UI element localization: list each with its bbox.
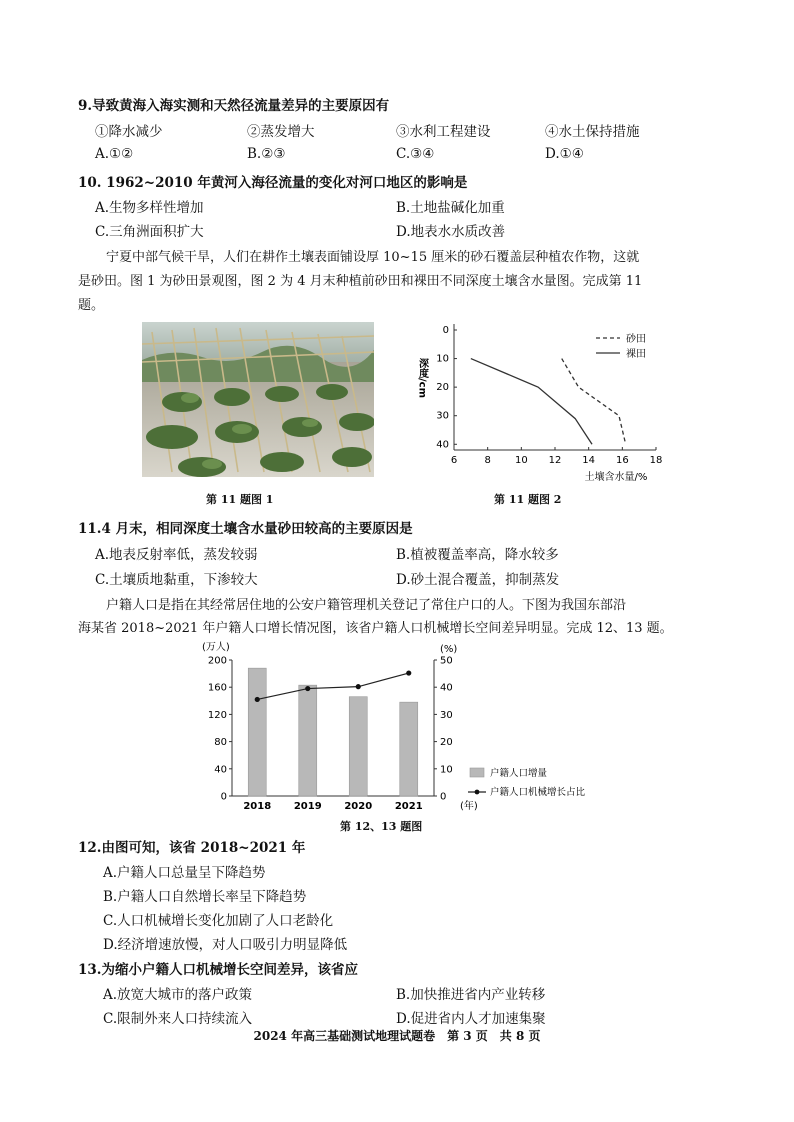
moisture-x-tick-label: 10 (514, 455, 528, 466)
pop-bar (349, 697, 367, 796)
pop-right-tick-label: 20 (440, 737, 453, 749)
q13-stem: 13.为缩小户籍人口机械增长空间差异，该省应 (78, 962, 358, 978)
fig12-caption: 第 12、13 题图 (340, 820, 423, 833)
q9-item-4: ④水土保持措施 (545, 124, 640, 140)
pop-right-tick-label: 40 (440, 682, 453, 694)
soil-moisture-chart (410, 318, 670, 486)
moisture-x-tick-label: 14 (582, 455, 596, 466)
q13-option-d: D.促进省内人才加速集聚 (396, 1011, 546, 1027)
pop-x-tick-label: 2018 (243, 801, 272, 812)
pop-x-tick-label: 2021 (394, 801, 423, 812)
fig11-caption1: 第 11 题图 1 (206, 493, 274, 506)
moisture-legend-label: 砂田 (626, 334, 646, 345)
intro12-line1: 户籍人口是指在其经常居住地的公安户籍管理机关登记了常住户口的人。下图为我国东部沿 (106, 598, 627, 613)
q12-option-d: D.经济增速放慢，对人口吸引力明显降低 (103, 937, 348, 953)
sand-field-illustration (142, 322, 374, 477)
q10-stem: 10. 1962~2010 年黄河入海径流量的变化对河口地区的影响是 (78, 175, 468, 191)
moisture-y-label: 深度/cm (416, 358, 428, 398)
moisture-x-tick-label: 12 (548, 455, 562, 466)
pop-line-point (356, 684, 361, 689)
moisture-x-tick-label: 8 (484, 455, 491, 466)
sand-field-photo (142, 322, 374, 477)
pop-x-tick-label: 2019 (293, 801, 322, 812)
moisture-x-tick-label: 16 (615, 455, 629, 466)
moisture-y-tick-label: 10 (436, 353, 449, 365)
pop-x-tick-label: 2020 (344, 801, 373, 812)
pop-line-point (406, 670, 411, 675)
q9-item-2: ②蒸发增大 (247, 124, 315, 140)
pop-right-unit: (%) (440, 644, 458, 655)
moisture-y-tick-label: 20 (436, 382, 449, 394)
pop-line-point (255, 697, 260, 702)
pop-left-tick-label: 80 (214, 737, 227, 749)
q11-stem: 11.4 月末，相同深度土壤含水量砂田较高的主要原因是 (78, 521, 413, 537)
q9-option-c: C.③④ (396, 146, 435, 162)
q11-option-b: B.植被覆盖率高，降水较多 (396, 547, 559, 563)
pop-left-tick-label: 120 (207, 709, 227, 721)
pop-left-tick-label: 160 (207, 682, 227, 694)
moisture-y-tick-label: 30 (436, 410, 449, 422)
pop-line-series (257, 673, 409, 699)
pop-right-tick-label: 50 (440, 655, 453, 667)
intro11-line1: 宁夏中部气候干旱，人们在耕作土壤表面铺设厚 10~15 厘米的砂石覆盖层种植农作物，这就 (106, 250, 640, 265)
pop-left-unit: (万人) (202, 642, 230, 653)
page-footer: 2024 年高三基础测试地理试题卷 第 3 页 共 8 页 (253, 1029, 541, 1043)
fig11-caption2: 第 11 题图 2 (494, 493, 562, 506)
intro11-line3: 题。 (78, 298, 105, 313)
moisture-series-bare-field (471, 359, 592, 445)
pop-bar (299, 685, 317, 796)
q9-option-b: B.②③ (247, 146, 286, 162)
pop-legend-bar-swatch (470, 768, 484, 777)
q9-item-1: ①降水减少 (95, 124, 163, 140)
q9-stem: 9.导致黄海入海实测和天然径流量差异的主要原因有 (78, 98, 390, 114)
q10-option-c: C.三角洲面积扩大 (95, 224, 204, 240)
moisture-x-tick-label: 6 (450, 455, 458, 466)
q11-option-c: C.土壤质地黏重，下渗较大 (95, 572, 258, 588)
moisture-x-tick-label: 18 (649, 455, 663, 466)
q9-option-a: A.①② (95, 146, 134, 162)
intro11-line2: 是砂田。图 1 为砂田景观图，图 2 为 4 月末种植前砂田和裸田不同深度土壤含水量图。完成第 11 (78, 274, 643, 289)
intro12-line2: 海某省 2018~2021 年户籍人口增长情况图，该省户籍人口机械增长空间差异明显。完成 12、13 题。 (78, 621, 673, 636)
q12-option-c: C.人口机械增长变化加剧了人口老龄化 (103, 913, 334, 929)
pop-legend-bar-label: 户籍人口增量 (490, 768, 548, 779)
moisture-legend-label: 裸田 (626, 349, 646, 360)
q12-option-b: B.户籍人口自然增长率呈下降趋势 (103, 889, 307, 905)
q9-option-d: D.①④ (545, 146, 584, 162)
pop-left-tick-label: 200 (207, 655, 227, 667)
q10-option-a: A.生物多样性增加 (95, 200, 204, 216)
population-chart (194, 638, 614, 814)
pop-left-tick-label: 40 (214, 764, 227, 776)
pop-left-tick-label: 0 (220, 791, 227, 803)
moisture-series-sand-field (562, 359, 626, 445)
moisture-x-label: 土壤含水量/% (584, 472, 648, 483)
q9-item-3: ③水利工程建设 (396, 124, 491, 140)
q12-stem: 12.由图可知，该省 2018~2021 年 (78, 840, 306, 856)
moisture-y-tick-label: 40 (436, 439, 449, 451)
q10-option-d: D.地表水水质改善 (396, 224, 506, 240)
q13-option-a: A.放宽大城市的落户政策 (103, 987, 253, 1003)
q11-option-d: D.砂土混合覆盖，抑制蒸发 (396, 572, 560, 588)
pop-x-unit: (年) (460, 801, 478, 812)
pop-right-tick-label: 10 (440, 764, 453, 776)
pop-right-tick-label: 0 (440, 791, 447, 803)
pop-legend-line-label: 户籍人口机械增长占比 (490, 787, 586, 798)
pop-line-point (305, 686, 310, 691)
pop-bar (400, 702, 418, 796)
pop-right-tick-label: 30 (440, 709, 453, 721)
q13-option-b: B.加快推进省内产业转移 (396, 987, 546, 1003)
q10-option-b: B.土地盐碱化加重 (396, 200, 505, 216)
moisture-y-tick-label: 0 (442, 325, 449, 336)
pop-legend-line-marker (475, 790, 480, 795)
q11-option-a: A.地表反射率低，蒸发较弱 (95, 547, 258, 563)
q13-option-c: C.限制外来人口持续流入 (103, 1011, 253, 1027)
pop-bar (248, 668, 266, 796)
q12-option-a: A.户籍人口总量呈下降趋势 (103, 865, 266, 881)
